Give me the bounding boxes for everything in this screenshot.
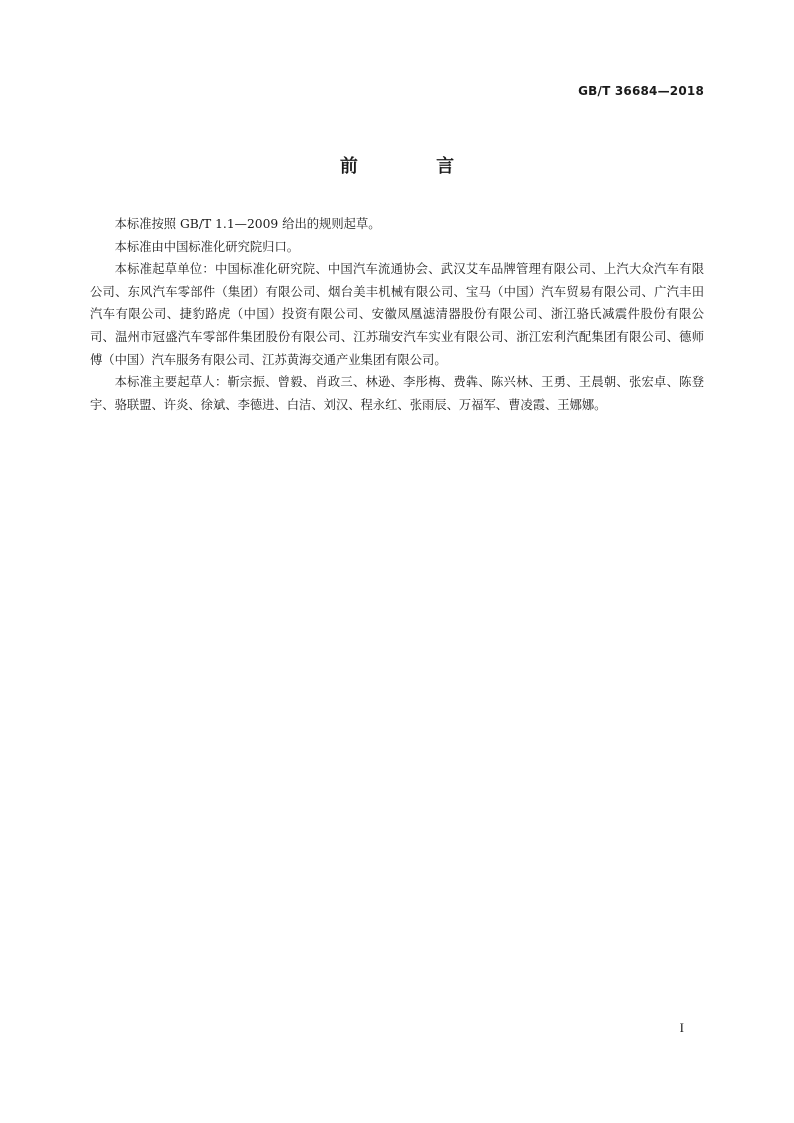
foreword-body <box>90 213 704 416</box>
paragraph-centralized-by: 本标准由中国标准化研究院归口。 <box>114 239 300 254</box>
paragraph-main-drafters: 本标准主要起草人：靳宗振、曾毅、肖政三、林逊、李彤梅、费犇、陈兴林、王勇、王晨朝、张宏卓、陈登宇、骆联盟、许炎、徐斌、李德进、白洁、刘汉、程永红、张雨辰、万福军、曹凌霞、王娜娜。 <box>90 375 704 412</box>
page-title: 前 言 <box>339 156 491 177</box>
paragraph-drafting-rules: 本标准按照 GB/T 1.1—2009 给出的规则起草。 <box>114 217 381 231</box>
standard-code: GB/T 36684—2018 <box>578 84 704 98</box>
paragraph-drafting-units: 本标准起草单位：中国标准化研究院、中国汽车流通协会、武汉艾车品牌管理有限公司、上汽大众汽车有限公司、东风汽车零部件（集团）有限公司、烟台美丰机械有限公司、宝马（中国）汽车贸易有限公司、广汽丰田汽车有限公司、捷豹路虎（中国）投资有限公司、安徽凤凰滤清器股份有限公司、浙江骆氏减震件股份有限公司、温州市冠盛汽车零部件集团股份有限公司、江苏瑞安汽车实业有限公司、浙江宏利汽配集团有限公司、德师傅（中国）汽车服务有限公司、江苏黄海交通产业集团有限公司。 <box>90 262 704 367</box>
page-number: I <box>679 1020 684 1035</box>
